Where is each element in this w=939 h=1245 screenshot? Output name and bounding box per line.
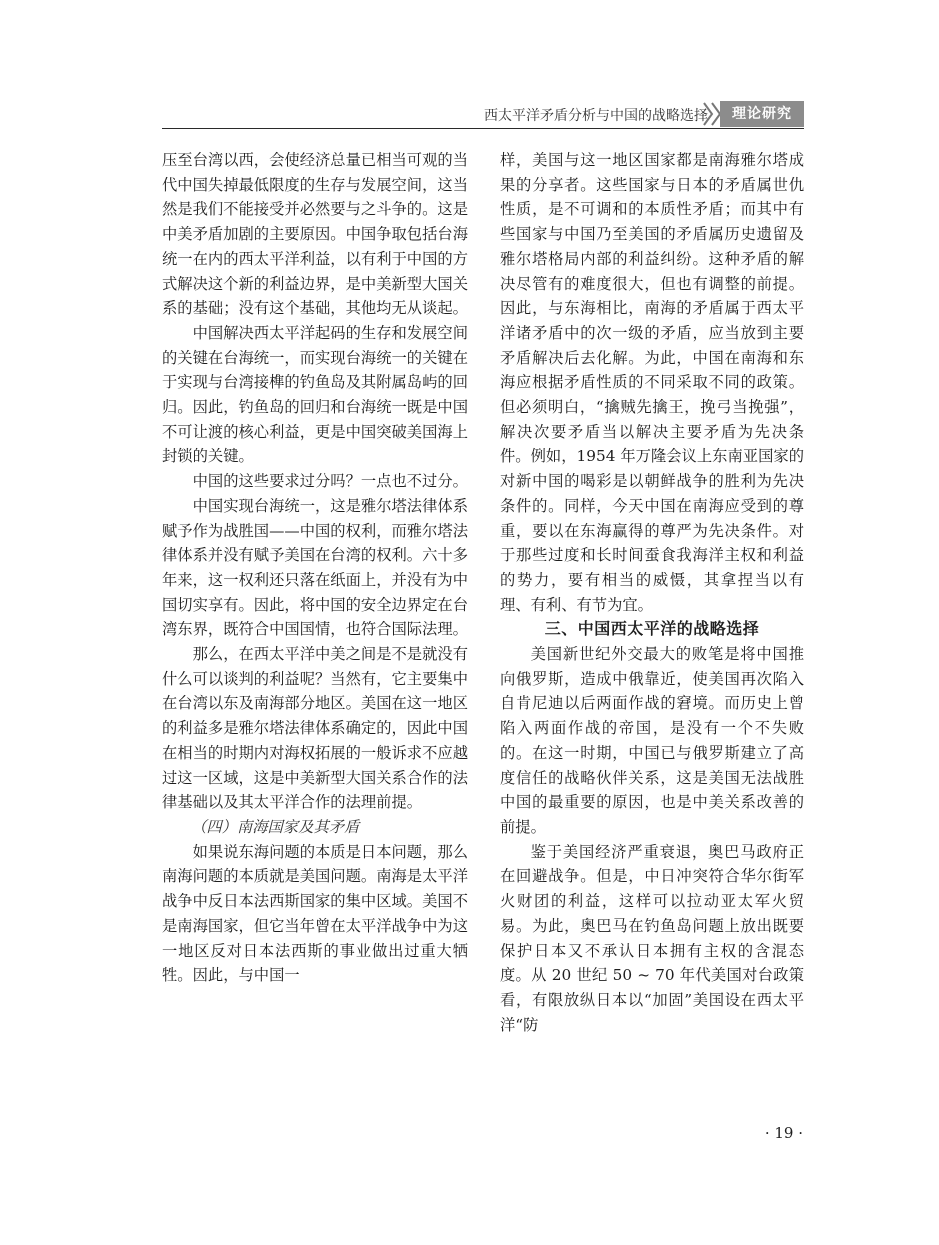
- paragraph: 中国解决西太平洋起码的生存和发展空间的关键在台海统一，而实现台海统一的关键在于实现与台湾接榫的钓鱼岛及其附属岛屿的回归。因此，钓鱼岛的回归和台海统一既是中国不可让渡的核心利益，更是中国突破美国海上封锁的关键。: [162, 323, 468, 466]
- header-rule: [162, 128, 804, 129]
- paragraph: 美国新世纪外交最大的败笔是将中国推向俄罗斯，造成中俄靠近，使美国再次陷入自肯尼迪以后两面作战的窘境。而历史上曾陷入两面作战的帝国，是没有一个不失败的。在这一时期，中国已与俄罗斯建立了高度信任的战略伙伴关系，这是美国无法战胜中国的最重要的原因，也是中美关系改善的前提。: [500, 645, 804, 836]
- section-tag: 理论研究: [720, 101, 804, 127]
- paragraph: 鉴于美国经济严重衰退，奥巴马政府正在回避战争。但是，中日冲突符合华尔街军火财团的利益，这样可以拉动亚太军火贸易。为此，奥巴马在钓鱼岛问题上放出既要保护日本又不承认日本拥有主权的含混态度。从 20 世纪 50 ~ 70 年代美国对台政策看，有限放纵日本以“加固”美国设在西太平洋“防: [500, 842, 804, 1034]
- paragraph-continued: 压至台湾以西，会使经济总量已相当可观的当代中国失掉最低限度的生存与发展空间，这当然是我们不能接受并必然要与之斗争的。这是中美矛盾加剧的主要原因。中国争取包括台海统一在内的西太平洋利益，以有利于中国的方式解决这个新的利益边界，是中美新型大国关系的基础；没有这个基础，其他均无从谈起。: [162, 151, 468, 318]
- subsection-heading: （四）南海国家及其矛盾: [191, 817, 360, 836]
- right-column: [500, 148, 804, 1037]
- running-header: [162, 101, 804, 129]
- paragraph: 中国的这些要求过分吗？一点也不过分。: [192, 472, 468, 491]
- paragraph-continued: 样，美国与这一地区国家都是南海雅尔塔成果的分享者。这些国家与日本的矛盾属世仇性质，是不可调和的本质性矛盾；而其中有些国家与中国乃至美国的矛盾属历史遗留及雅尔塔格局内部的利益纠纷。这种矛盾的解决尽管有的难度很大，但也有调整的前提。因此，与东海相比，南海的矛盾属于西太平洋诸矛盾中的次一级的矛盾，应当放到主要矛盾解决后去化解。为此，中国在南海和东海应根据矛盾性质的不同采取不同的政策。但必须明白，“擒贼先擒王，挽弓当挽强”，解决次要矛盾当以解决主要矛盾为先决条件。例如，1954 年万隆会议上东南亚国家的对新中国的喝彩是以朝鲜战争的胜利为先决条件的。同样，今天中国在南海应受到的尊重，要以在东海赢得的尊严为先决条件。对于那些过度和长时间蚕食我海洋主权和利益的势力，要有相当的威慑，其拿捏当以有理、有利、有节为宜。: [500, 151, 804, 614]
- page-number: · 19 ·: [764, 1124, 803, 1142]
- running-header-title: 西太平洋矛盾分析与中国的战略选择: [484, 108, 708, 124]
- left-column: [162, 148, 468, 988]
- paragraph: 中国实现台海统一，这是雅尔塔法律体系赋予作为战胜国——中国的权利，而雅尔塔法律体系并没有赋予美国在台湾的权利。六十多年来，这一权利还只落在纸面上，并没有为中国切实享有。因此，将中国的安全边界定在台湾东界，既符合中国国情，也符合国际法理。: [162, 496, 468, 639]
- section-heading: 三、中国西太平洋的战略选择: [544, 619, 760, 639]
- paragraph: 那么，在西太平洋中美之间是不是就没有什么可以谈判的利益呢？当然有，它主要集中在台湾以东及南海部分地区。美国在这一地区的利益多是雅尔塔法律体系确定的，因此中国在相当的时期内对海权拓展的一般诉求不应越过这一区域，这是中美新型大国关系合作的法律基础以及其太平洋合作的法理前提。: [162, 645, 468, 812]
- paragraph: 如果说东海问题的本质是日本问题，那么南海问题的本质就是美国问题。南海是太平洋战争中反日本法西斯国家的集中区域。美国不是南海国家，但它当年曾在太平洋战争中为这一地区反对日本法西斯的事业做出过重大牺牲。因此，与中国一: [162, 842, 468, 985]
